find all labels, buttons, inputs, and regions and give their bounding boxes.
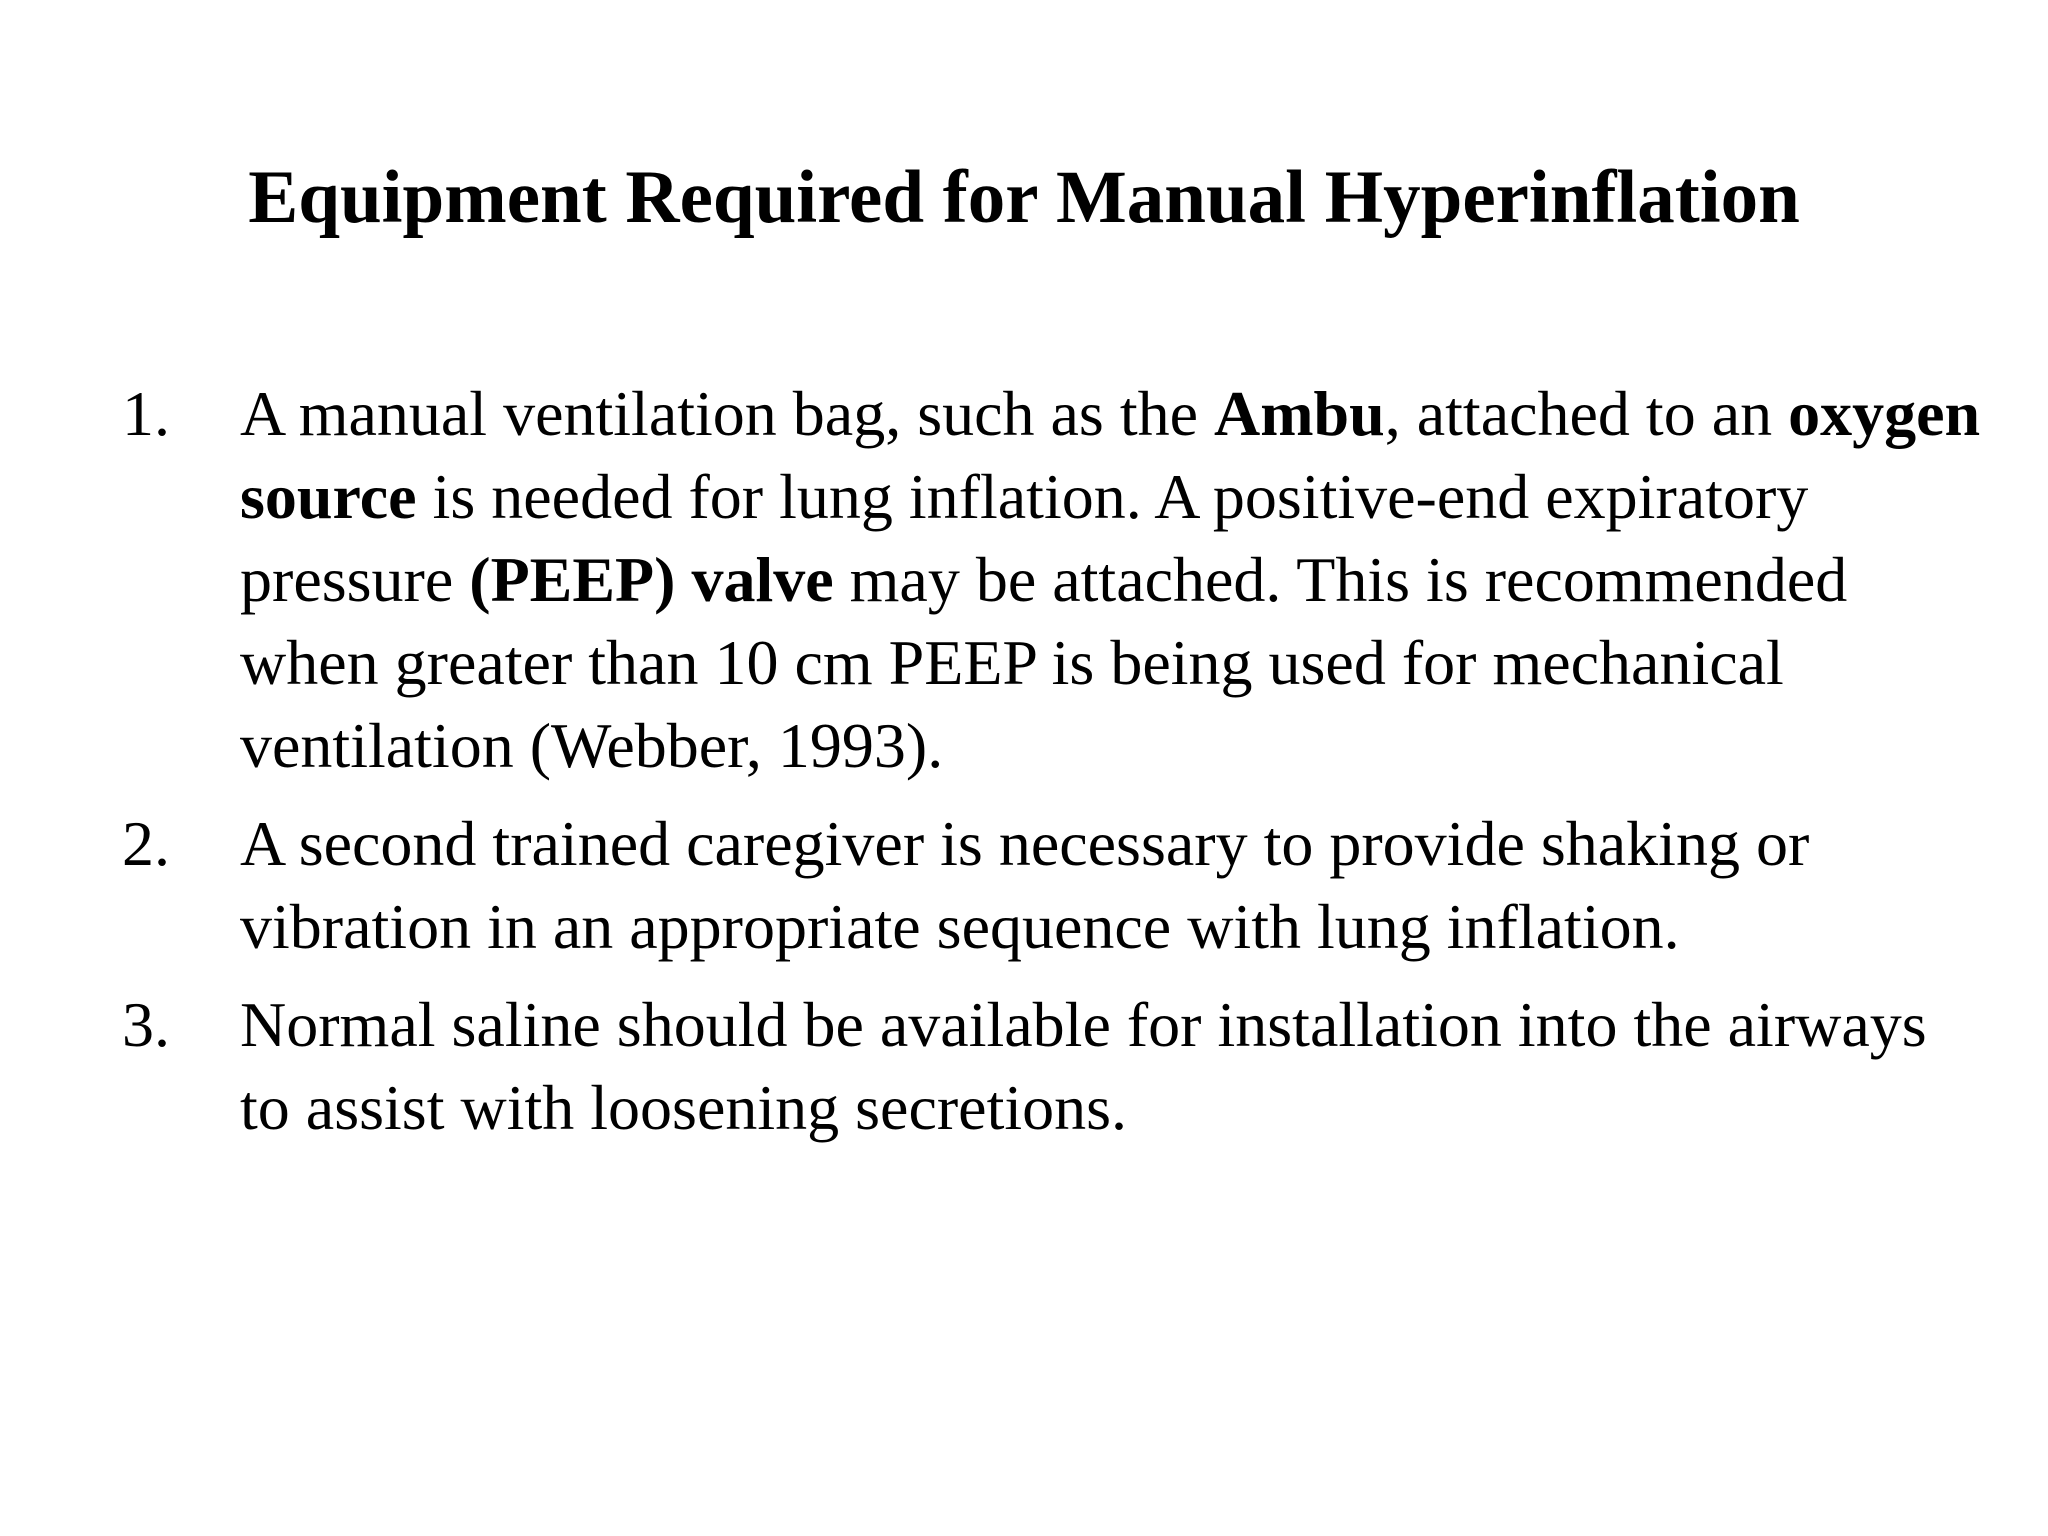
text-run: A second trained caregiver is necessary to provide shaking or vibration in an appropriate sequence with lung inflation.	[240, 808, 1810, 962]
list-item	[0, 372, 2048, 787]
text-run: may be attached. This is recommended when greater than 10 cm PEEP is being used for mechanical ventilation (Webber, 1993).	[240, 544, 1848, 781]
text-run: , attached to an	[1384, 378, 1789, 449]
text-run: is needed for lung inflation. A positive-end expiratory pressure	[240, 461, 1809, 615]
text-run-bold: (PEEP) valve	[469, 544, 834, 615]
list-item-number: 2.	[122, 808, 170, 879]
text-run-bold: oxygen source	[240, 378, 1981, 532]
list-item-number: 3.	[122, 989, 170, 1060]
equipment-list	[0, 372, 2048, 1164]
list-item-text	[240, 989, 1927, 1143]
list-item-text	[240, 378, 1980, 781]
text-run: Normal saline should be available for installation into the airways to assist with loosening secretions.	[240, 989, 1927, 1143]
slide-title: Equipment Required for Manual Hyperinflation	[248, 156, 1800, 239]
text-run: A manual ventilation bag, such as the	[240, 378, 1214, 449]
list-item-text	[240, 808, 1809, 962]
text-run-bold: Ambu	[1214, 378, 1385, 449]
list-item	[0, 802, 2048, 968]
list-item-number: 1.	[122, 378, 170, 449]
list-item	[0, 983, 2048, 1149]
